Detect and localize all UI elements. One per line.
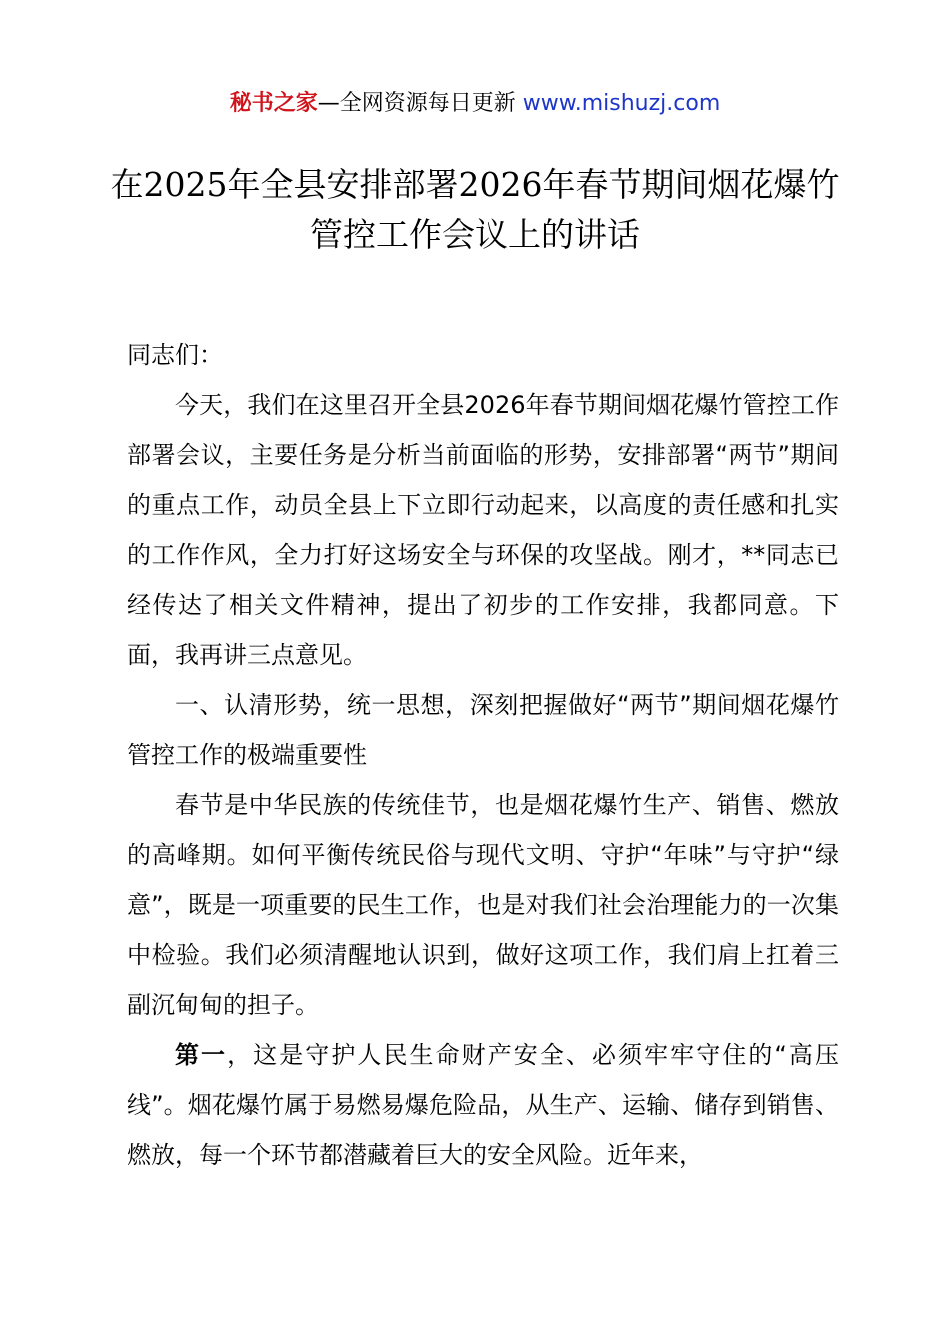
site-url-link[interactable]: www.mishuzj.com: [522, 91, 721, 116]
salutation: 同志们：: [127, 341, 223, 369]
site-header: [0, 88, 950, 120]
paragraph-context: 春节是中华民族的传统佳节，也是烟花爆竹生产、销售、燃放的高峰期。如何平衡传统民俗与现代文明、守护“年味”与守护“绿意”，既是一项重要的民生工作，也是对我们社会治理能力的一次集中检验。我们必须清醒地认识到，做好这项工作，我们肩上扛着三副沉甸甸的担子。: [127, 791, 839, 1019]
site-brand: 秘书之家: [229, 91, 318, 116]
point-lead: 第一: [175, 1041, 228, 1069]
paragraph-first-point: [127, 1030, 839, 1180]
document-body: [127, 330, 839, 1180]
document-title: 在2025年全县安排部署2026年春节期间烟花爆竹管控工作会议上的讲话: [110, 165, 840, 254]
section-heading-1: 一、认清形势，统一思想，深刻把握做好“两节”期间烟花爆竹管控工作的极端重要性: [127, 691, 839, 769]
point-text: ，这是守护人民生命财产安全、必须牢牢守住的“高压线”。烟花爆竹属于易燃易爆危险品，从生产、运输、储存到销售、燃放，每一个环节都潜藏着巨大的安全风险。近年来，: [127, 1041, 839, 1169]
site-tagline: —全网资源每日更新: [317, 91, 516, 116]
paragraph-intro: 今天，我们在这里召开全县2026年春节期间烟花爆竹管控工作部署会议，主要任务是分析当前面临的形势，安排部署“两节”期间的重点工作，动员全县上下立即行动起来，以高度的责任感和扎实的工作作风，全力打好这场安全与环保的攻坚战。刚才，**同志已经传达了相关文件精神，提出了初步的工作安排，我都同意。下面，我再讲三点意见。: [127, 391, 839, 669]
